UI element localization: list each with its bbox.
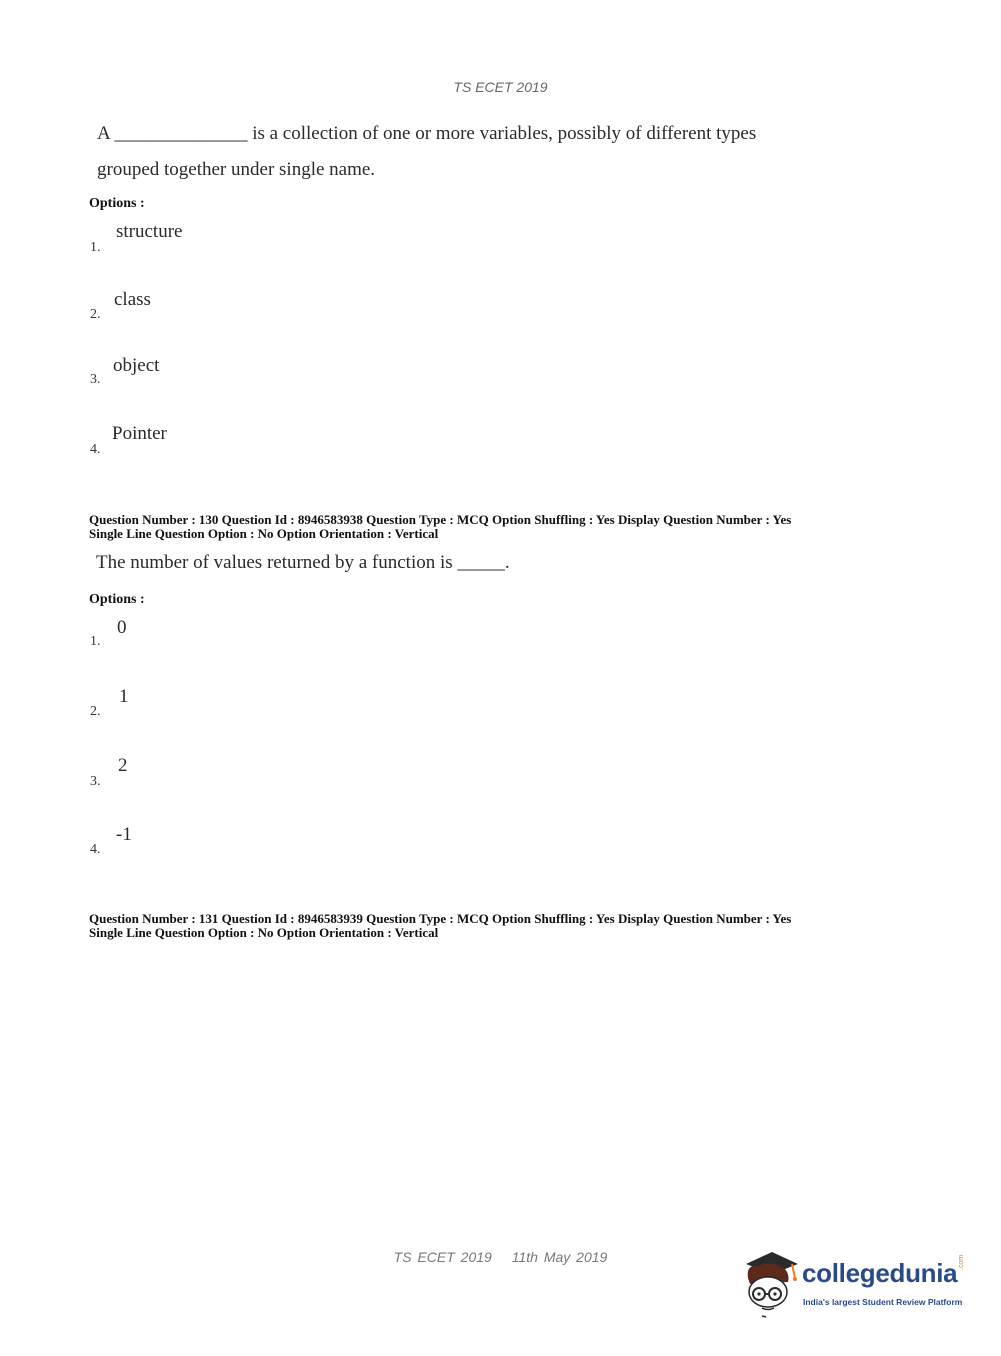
question-1-prefix: A: [97, 123, 110, 144]
question-1-options-label: Options :: [89, 196, 145, 211]
footer-date: 11th May 2019: [511, 1249, 608, 1265]
question-1-blank: ______________: [114, 123, 248, 144]
page-header-title: TS ECET 2019: [453, 79, 548, 95]
question-1-suffix: is a collection of one or more variables, possibly of different types: [252, 123, 757, 144]
question-130-meta-line-1: Question Number : 130 Question Id : 8946583938 Question Type : MCQ Option Shuffling : Yes Display Question Number : Yes: [89, 512, 792, 527]
question-130-text: The number of values returned by a function is _____.: [96, 552, 510, 573]
question-130-option-2-number: 2.: [90, 704, 101, 719]
question-130-option-2-text: 1: [119, 686, 129, 707]
question-130-option-4-text: -1: [116, 824, 132, 845]
question-1-option-3-text: object: [113, 355, 160, 376]
question-1-line-1: [97, 123, 756, 145]
question-131-meta-line-2: Single Line Question Option : No Option Orientation : Vertical: [89, 925, 439, 940]
question-130-option-3-text: 2: [118, 755, 128, 776]
question-1-option-2-text: class: [114, 289, 151, 310]
student-mascot-icon: [740, 1248, 802, 1318]
question-1-option-1-number: 1.: [90, 240, 101, 255]
question-130-option-3-number: 3.: [90, 774, 101, 789]
logo-domain-suffix: .com: [958, 1254, 965, 1270]
question-1-option-2-number: 2.: [90, 307, 101, 322]
question-130-option-1-text: 0: [117, 617, 127, 638]
question-1-option-3-number: 3.: [90, 372, 101, 387]
question-130-options-label: Options :: [89, 592, 145, 607]
question-130-option-4-number: 4.: [90, 842, 101, 857]
collegedunia-logo: [740, 1248, 970, 1318]
question-1-line-2: grouped together under single name.: [97, 159, 376, 180]
logo-wordmark: collegedunia: [802, 1258, 958, 1288]
question-1-option-4-number: 4.: [90, 442, 101, 457]
question-1-option-1-text: structure: [116, 221, 183, 242]
question-1-option-4-text: Pointer: [112, 423, 167, 444]
question-131-meta-line-1: Question Number : 131 Question Id : 8946583939 Question Type : MCQ Option Shuffling : Yes Display Question Number : Yes: [89, 911, 792, 926]
question-130-meta-line-2: Single Line Question Option : No Option Orientation : Vertical: [89, 526, 439, 541]
question-130-option-1-number: 1.: [90, 634, 101, 649]
footer-exam: TS ECET 2019: [393, 1249, 492, 1265]
logo-tagline: India's largest Student Review Platform: [803, 1297, 963, 1307]
